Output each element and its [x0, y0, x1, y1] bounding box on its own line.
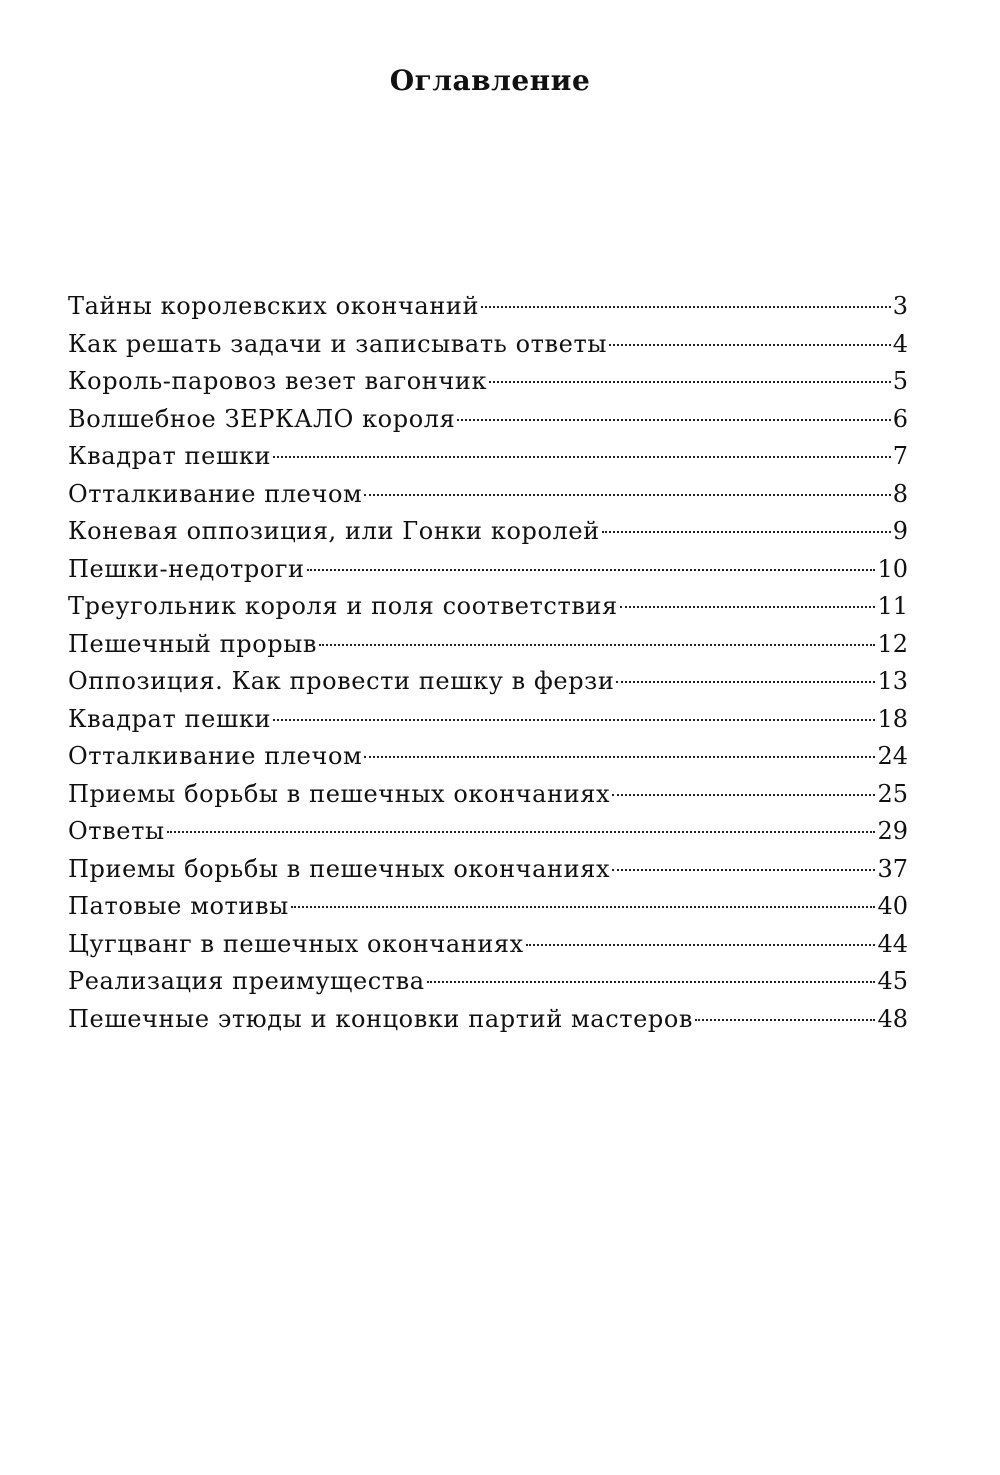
- toc-entry[interactable]: [68, 401, 908, 439]
- toc-entry-title: Как решать задачи и записывать ответы: [68, 329, 608, 358]
- toc-entry-title: Треугольник короля и поля соответствия: [68, 592, 618, 620]
- toc-entry[interactable]: [68, 551, 908, 589]
- toc-entry-page: 6: [892, 404, 908, 433]
- toc-entry[interactable]: [68, 926, 908, 964]
- toc-entry-page: 18: [877, 704, 908, 733]
- dot-leader: [489, 381, 891, 383]
- toc-entry[interactable]: [68, 851, 908, 889]
- toc-entry[interactable]: [68, 1001, 908, 1039]
- toc-entry-title: Пешечные этюды и концовки партий мастеров: [68, 1004, 694, 1033]
- toc-entry-page: 45: [877, 967, 908, 995]
- toc-entry[interactable]: [68, 888, 908, 926]
- toc-entry-title: Пешки-недотроги: [68, 554, 305, 583]
- dot-leader: [609, 344, 891, 346]
- toc-entry-title: Коневая оппозиция, или Гонки королей: [68, 517, 600, 545]
- toc-entry-page: 25: [877, 779, 908, 808]
- toc-entry-title: Квадрат пешки: [68, 442, 272, 470]
- dot-leader: [457, 419, 890, 421]
- dot-leader: [167, 831, 876, 833]
- toc-entry-page: 10: [877, 554, 908, 583]
- toc-entry-page: 5: [892, 367, 908, 395]
- toc-entry[interactable]: [68, 476, 908, 514]
- dot-leader: [695, 1019, 875, 1021]
- toc-entry-title: Ответы: [68, 817, 165, 845]
- toc-entry-page: 4: [892, 329, 908, 358]
- toc-entry-page: 13: [877, 667, 908, 695]
- toc-entry-title: Оппозиция. Как провести пешку в ферзи: [68, 667, 615, 695]
- dot-leader: [526, 944, 876, 946]
- toc-entry-title: Волшебное ЗЕРКАЛО короля: [68, 404, 456, 433]
- dot-leader: [427, 981, 876, 983]
- dot-leader: [291, 906, 876, 908]
- toc-entry-title: Цугцванг в пешечных окончаниях: [68, 929, 524, 958]
- toc-entry-page: 3: [892, 292, 908, 320]
- toc-entry[interactable]: [68, 663, 908, 701]
- dot-leader: [273, 456, 891, 458]
- toc-entry-title: Квадрат пешки: [68, 704, 272, 733]
- toc-entry-title: Патовые мотивы: [68, 892, 289, 920]
- toc-entry[interactable]: [68, 288, 908, 326]
- toc-entry-title: Реализация преимущества: [68, 967, 425, 995]
- toc-entry-title: Приемы борьбы в пешечных окончаниях: [68, 854, 611, 883]
- toc-entry[interactable]: [68, 776, 908, 814]
- dot-leader: [620, 606, 876, 608]
- toc-entry[interactable]: [68, 813, 908, 851]
- toc-entry-page: 40: [877, 892, 908, 920]
- dot-leader: [612, 794, 875, 796]
- toc-entry[interactable]: [68, 438, 908, 476]
- toc-entry-title: Король-паровоз везет вагончик: [68, 367, 488, 395]
- dot-leader: [616, 681, 875, 683]
- dot-leader: [364, 494, 890, 496]
- toc-entry-page: 8: [892, 479, 908, 508]
- page-title: Оглавление: [389, 64, 591, 97]
- toc-entry-page: 37: [877, 854, 908, 883]
- toc-entry-title: Отталкивание плечом: [68, 742, 363, 770]
- toc-entry[interactable]: [68, 963, 908, 1001]
- toc-entry-title: Приемы борьбы в пешечных окончаниях: [68, 779, 611, 808]
- toc-entry[interactable]: [68, 738, 908, 776]
- toc-entry-page: 11: [877, 592, 908, 620]
- dot-leader: [307, 569, 876, 571]
- toc-entry[interactable]: [68, 363, 908, 401]
- dot-leader: [364, 756, 875, 758]
- toc-entry[interactable]: [68, 626, 908, 664]
- dot-leader: [602, 531, 891, 533]
- toc-entry[interactable]: [68, 326, 908, 364]
- dot-leader: [481, 306, 891, 308]
- toc-entry-page: 12: [877, 629, 908, 658]
- dot-leader: [319, 644, 875, 646]
- toc-entry-page: 7: [892, 442, 908, 470]
- toc-entry-page: 9: [892, 517, 908, 545]
- toc-entry[interactable]: [68, 701, 908, 739]
- table-of-contents: [68, 288, 908, 1038]
- dot-leader: [612, 869, 875, 871]
- toc-entry-page: 24: [877, 742, 908, 770]
- toc-entry-page: 48: [877, 1004, 908, 1033]
- toc-entry[interactable]: [68, 588, 908, 626]
- toc-entry-page: 29: [877, 817, 908, 845]
- dot-leader: [273, 719, 875, 721]
- toc-entry-title: Пешечный прорыв: [68, 629, 318, 658]
- toc-entry[interactable]: [68, 513, 908, 551]
- toc-entry-title: Отталкивание плечом: [68, 479, 363, 508]
- toc-entry-page: 44: [877, 929, 908, 958]
- toc-entry-title: Тайны королевских окончаний: [68, 292, 480, 320]
